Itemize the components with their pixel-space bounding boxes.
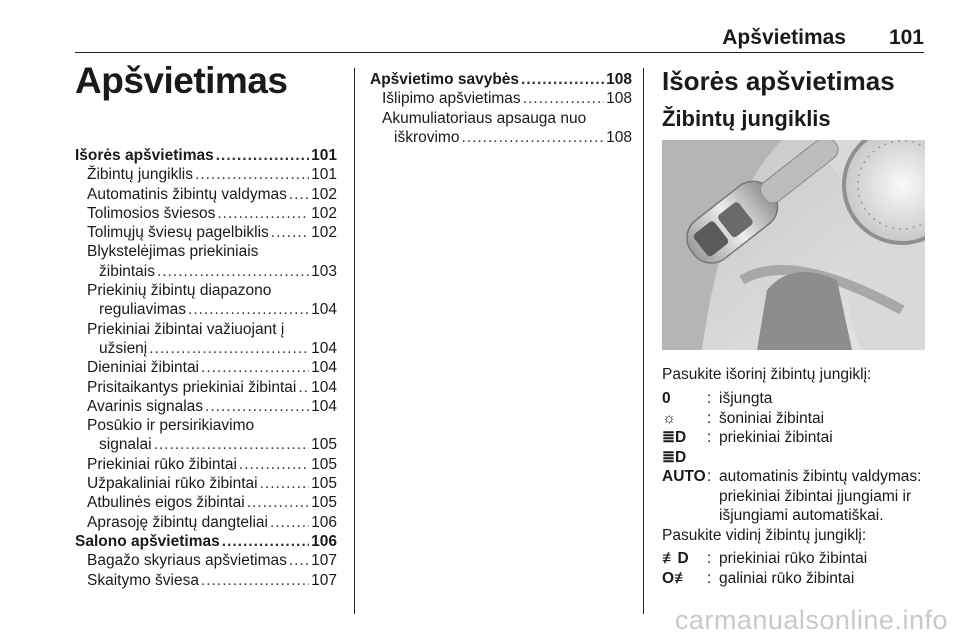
toc-leader-dots bbox=[201, 358, 309, 377]
switch-position-item bbox=[662, 428, 932, 467]
toc-entry-page: 101 bbox=[311, 147, 337, 164]
outer-switch-list bbox=[662, 389, 932, 526]
toc-entry-text: Apšvietimo savybės bbox=[370, 71, 520, 88]
switch-symbol-icon: AUTO bbox=[662, 468, 706, 485]
toc-leader-dots bbox=[188, 300, 309, 319]
toc-entry-page: 104 bbox=[311, 359, 337, 377]
toc-leader-dots bbox=[216, 146, 309, 165]
toc-entry-text: Salono apšvietimas bbox=[75, 532, 220, 550]
toc-entry[interactable] bbox=[75, 551, 337, 570]
toc-entry-page: 108 bbox=[606, 90, 632, 108]
toc-entry-text: Bagažo skyriaus apšvietimas bbox=[87, 552, 287, 570]
section-subheading: Žibintų jungiklis bbox=[662, 106, 831, 131]
toc-leader-dots bbox=[205, 397, 309, 416]
toc-entry-page: 106 bbox=[311, 532, 337, 550]
toc-entry-text: Dieniniai žibintai bbox=[87, 359, 200, 377]
toc-entry[interactable] bbox=[75, 455, 337, 474]
switch-position-item bbox=[662, 549, 932, 569]
toc-entry[interactable] bbox=[75, 204, 337, 223]
toc-entry-text: Aprasoję žibintų dangteliai bbox=[87, 513, 268, 531]
toc-entry[interactable] bbox=[75, 532, 337, 551]
toc-leader-dots bbox=[260, 474, 310, 493]
separator: : bbox=[707, 429, 712, 446]
toc-entry-text: Tolimųjų šviesų pagelbiklis bbox=[87, 224, 269, 242]
toc-leader-dots bbox=[195, 165, 309, 184]
toc-entry[interactable] bbox=[370, 70, 632, 89]
toc-leader-dots bbox=[201, 571, 309, 590]
switch-position-item bbox=[662, 389, 932, 409]
header-title: Apšvietimas bbox=[722, 26, 846, 49]
toc-entry-text: reguliavimas bbox=[99, 301, 187, 319]
toc-leader-dots bbox=[271, 223, 309, 242]
toc-entry[interactable] bbox=[75, 358, 337, 377]
toc-entry[interactable] bbox=[75, 223, 337, 242]
toc-entry-page: 104 bbox=[311, 339, 337, 357]
page-header bbox=[0, 0, 960, 54]
toc-entry[interactable] bbox=[75, 397, 337, 416]
toc-entry[interactable] bbox=[75, 378, 337, 397]
toc-entry-page: 106 bbox=[311, 513, 337, 531]
toc-entry-text: užsienį bbox=[99, 339, 148, 357]
toc-entry[interactable] bbox=[75, 513, 337, 532]
switch-symbol-icon: O≢ bbox=[662, 569, 690, 587]
toc-entry-page: 104 bbox=[311, 301, 337, 319]
toc-leader-dots bbox=[270, 513, 309, 532]
toc-entry-page: 102 bbox=[311, 224, 337, 242]
inner-switch-list bbox=[662, 549, 932, 588]
toc-entry[interactable] bbox=[75, 242, 337, 261]
toc-entry[interactable] bbox=[75, 474, 337, 493]
chapter-title: Apšvietimas bbox=[75, 60, 288, 101]
inner-switch-intro: Pasukite vidinį žibintų jungiklį: bbox=[662, 527, 867, 544]
section-heading: Išorės apšvietimas bbox=[662, 66, 895, 96]
toc-leader-dots bbox=[157, 262, 309, 281]
toc-entry-text: Žibintų jungiklis bbox=[87, 166, 193, 184]
header-rule bbox=[75, 52, 924, 53]
toc-middle-column bbox=[370, 70, 632, 147]
separator: : bbox=[707, 409, 712, 427]
toc-leader-dots bbox=[521, 70, 604, 89]
toc-entry-text: Automatinis žibintų valdymas bbox=[87, 185, 287, 203]
toc-entry[interactable] bbox=[75, 320, 337, 339]
switch-position-description: priekiniai žibintai bbox=[719, 429, 833, 446]
toc-leader-dots bbox=[298, 378, 309, 397]
toc-left-column bbox=[75, 146, 337, 590]
watermark: carmanualsonline.info bbox=[674, 605, 948, 635]
toc-entry[interactable] bbox=[75, 281, 337, 300]
light-switch-photo bbox=[662, 140, 925, 350]
toc-leader-dots bbox=[217, 204, 309, 223]
toc-entry[interactable] bbox=[75, 435, 337, 454]
toc-entry-text: Priekiniai žibintai važiuojant į bbox=[87, 320, 285, 338]
switch-position-item bbox=[662, 409, 932, 429]
toc-leader-dots bbox=[523, 89, 604, 108]
switch-position-description: šoniniai žibintai bbox=[719, 409, 825, 427]
toc-entry-page: 108 bbox=[606, 71, 632, 88]
toc-entry-text: Priekinių žibintų diapazono bbox=[87, 282, 272, 300]
toc-entry-text: Atbulinės eigos žibintai bbox=[87, 494, 245, 512]
separator: : bbox=[707, 569, 712, 587]
switch-symbol-icon: ≢D bbox=[662, 550, 689, 567]
toc-entry-page: 104 bbox=[311, 378, 337, 396]
toc-entry[interactable] bbox=[75, 165, 337, 184]
switch-symbol-icon: ≣D ≣D bbox=[662, 429, 687, 466]
toc-entry-text: Priekiniai rūko žibintai bbox=[87, 455, 237, 473]
toc-entry-text: Išlipimo apšvietimas bbox=[382, 90, 521, 108]
toc-entry[interactable] bbox=[75, 493, 337, 512]
switch-position-description: priekiniai rūko žibintai bbox=[719, 550, 868, 567]
toc-leader-dots bbox=[289, 551, 309, 570]
toc-leader-dots bbox=[247, 493, 309, 512]
toc-leader-dots bbox=[289, 185, 309, 204]
outer-switch-intro: Pasukite išorinį žibintų jungiklį: bbox=[662, 366, 872, 383]
toc-entry[interactable] bbox=[370, 128, 632, 147]
toc-entry[interactable] bbox=[75, 146, 337, 165]
switch-position-description: automatinis žibintų valdymas: priekiniai žibintai įjungiami ir išjungiami automatiškai. bbox=[719, 468, 922, 524]
toc-entry-text: Prisitaikantys priekiniai žibintai bbox=[87, 378, 297, 396]
toc-entry-text: signalai bbox=[99, 436, 152, 454]
toc-entry-text: Avarinis signalas bbox=[87, 397, 204, 415]
toc-entry[interactable] bbox=[75, 416, 337, 435]
toc-entry-text: žibintais bbox=[99, 262, 155, 280]
toc-entry-text: Išorės apšvietimas bbox=[75, 147, 214, 164]
toc-entry-text: Užpakaliniai rūko žibintai bbox=[87, 475, 258, 493]
toc-entry-page: 102 bbox=[311, 185, 337, 203]
toc-entry-text: Posūkio ir persirikiavimo bbox=[87, 417, 255, 435]
toc-entry[interactable] bbox=[75, 571, 337, 590]
toc-entry-page: 107 bbox=[311, 552, 337, 570]
switch-symbol-icon: ☼ bbox=[662, 409, 677, 427]
toc-leader-dots bbox=[239, 455, 309, 474]
separator: : bbox=[707, 390, 712, 407]
toc-entry-page: 101 bbox=[311, 166, 337, 184]
toc-entry[interactable] bbox=[75, 185, 337, 204]
toc-entry[interactable] bbox=[370, 109, 632, 128]
switch-symbol-icon: 0 bbox=[662, 390, 671, 407]
toc-entry-page: 103 bbox=[311, 262, 337, 280]
light-switch-illustration-icon bbox=[662, 140, 925, 350]
column-divider-left bbox=[354, 68, 355, 614]
toc-entry-text: Skaitymo šviesa bbox=[87, 571, 199, 589]
toc-entry-page: 105 bbox=[311, 475, 337, 493]
toc-entry[interactable] bbox=[75, 339, 337, 358]
toc-entry[interactable] bbox=[75, 262, 337, 281]
switch-position-item bbox=[662, 569, 932, 589]
switch-position-description: išjungta bbox=[719, 390, 773, 407]
toc-entry-page: 102 bbox=[311, 204, 337, 222]
toc-entry-text: Tolimosios šviesos bbox=[87, 204, 216, 222]
switch-position-description: galiniai rūko žibintai bbox=[719, 569, 855, 587]
separator: : bbox=[707, 550, 712, 567]
column-divider-right bbox=[643, 68, 644, 614]
toc-entry[interactable] bbox=[370, 89, 632, 108]
toc-leader-dots bbox=[149, 339, 309, 358]
toc-entry-text: Akumuliatoriaus apsauga nuo bbox=[382, 109, 587, 127]
toc-entry-text: Blykstelėjimas priekiniais bbox=[87, 243, 259, 261]
toc-entry-page: 105 bbox=[311, 494, 337, 512]
toc-leader-dots bbox=[154, 435, 310, 454]
toc-entry-page: 108 bbox=[606, 128, 632, 146]
toc-entry-page: 104 bbox=[311, 397, 337, 415]
toc-entry-page: 105 bbox=[311, 436, 337, 454]
toc-entry-page: 105 bbox=[311, 455, 337, 473]
toc-leader-dots bbox=[461, 128, 604, 147]
separator: : bbox=[707, 468, 712, 485]
toc-entry-text: iškrovimo bbox=[394, 128, 460, 146]
switch-position-item bbox=[662, 467, 932, 526]
toc-entry[interactable] bbox=[75, 300, 337, 319]
toc-leader-dots bbox=[222, 532, 309, 551]
header-page-number: 101 bbox=[888, 26, 924, 49]
toc-entry-page: 107 bbox=[311, 571, 337, 589]
